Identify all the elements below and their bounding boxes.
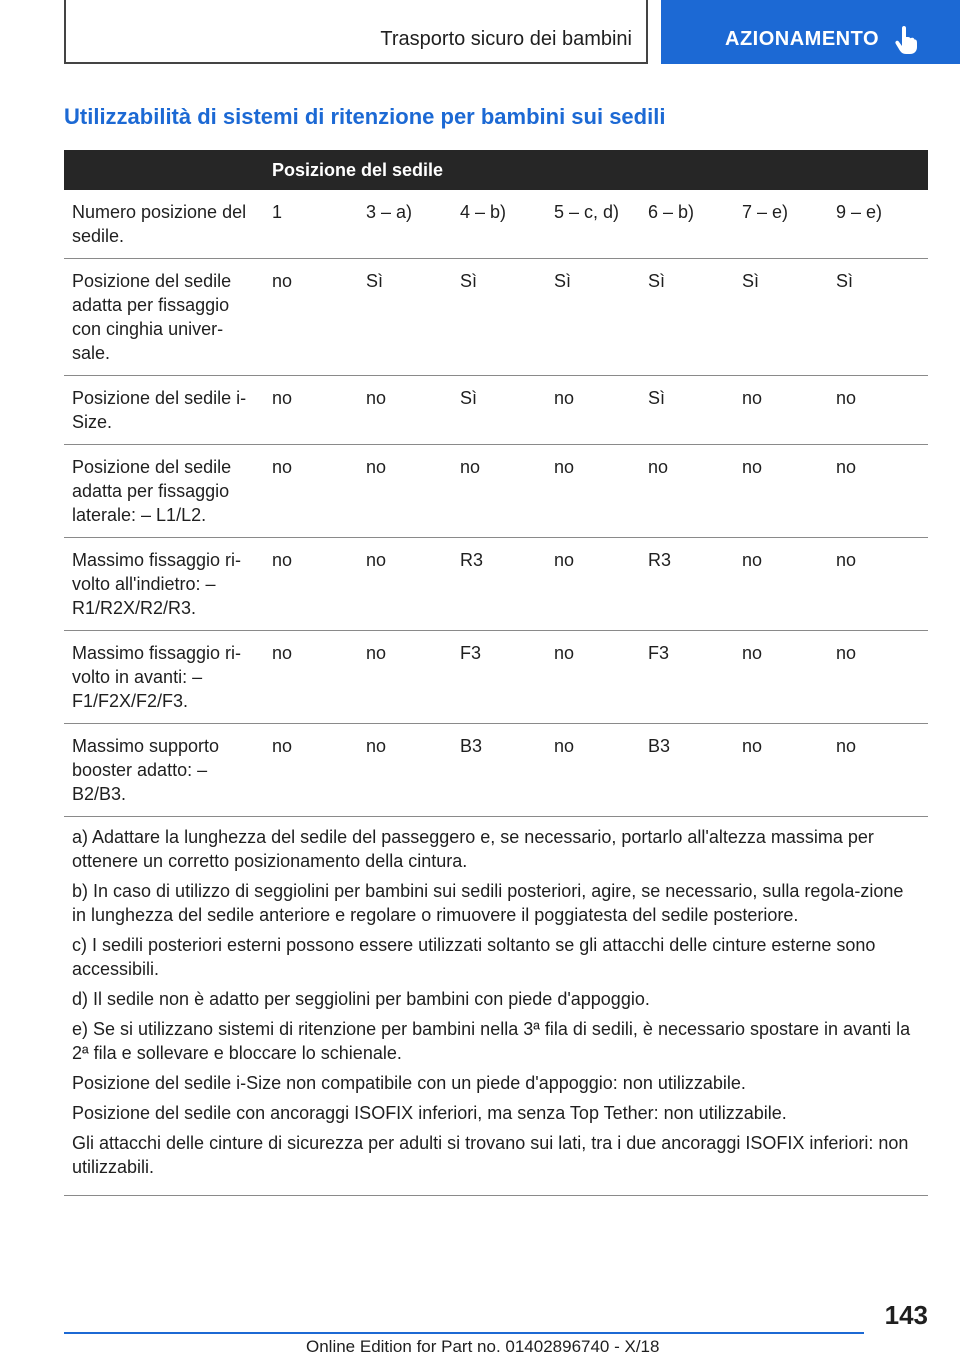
table-cell: Sì <box>640 259 734 376</box>
table-cell: no <box>264 376 358 445</box>
table-cell: no <box>546 445 640 538</box>
child-seat-table <box>64 150 928 1196</box>
hand-pointer-icon <box>895 26 917 54</box>
note-c: c) I sedili posteriori esterni possono essere utilizzati soltanto se gli attacchi delle cinture esterne sono accessibili. <box>72 935 876 979</box>
table-cell: F3 <box>640 631 734 724</box>
row-label: Posizione del sedile i-Size. <box>64 376 264 445</box>
table-cell: 5 – c, d) <box>546 190 640 259</box>
table-cell: no <box>358 631 452 724</box>
table-cell: 9 – e) <box>828 190 928 259</box>
table-cell: B3 <box>452 724 546 817</box>
table-cell: no <box>546 631 640 724</box>
table-cell: 7 – e) <box>734 190 828 259</box>
table-cell: 1 <box>264 190 358 259</box>
table-cell: no <box>358 724 452 817</box>
table-row <box>64 445 928 538</box>
table-cell: Sì <box>640 376 734 445</box>
table-row <box>64 259 928 376</box>
chapter-tab-label: AZIONAMENTO <box>725 28 880 50</box>
page-title: Utilizzabilità di sistemi di ritenzione per bambini sui sedili <box>64 104 666 129</box>
table-row <box>64 538 928 631</box>
table-cell: no <box>734 538 828 631</box>
table-cell: no <box>264 631 358 724</box>
row-label: Massimo fissaggio ri-volto in avanti: – F1/F2X/F2/F3. <box>64 631 264 724</box>
row-label: Numero posizione del sedile. <box>64 190 264 259</box>
table-cell: no <box>734 376 828 445</box>
table-cell: no <box>358 538 452 631</box>
page-number: 143 <box>884 1300 928 1330</box>
note-b: b) In caso di utilizzo di seggiolini per bambini sui sedili posteriori, agire, se necessario, sulla regola-zione in lunghezza del sedile anteriore e regolare o rimuovere il poggiatesta del sedile posteriore. <box>72 881 904 925</box>
table-header-row <box>64 150 928 190</box>
row-label: Posizione del sedile adatta per fissaggio con cinghia univer-sale. <box>64 259 264 376</box>
table-cell: Sì <box>828 259 928 376</box>
table-cell: no <box>640 445 734 538</box>
table-cell: Sì <box>452 259 546 376</box>
table-cell: F3 <box>452 631 546 724</box>
table-header-seat-position: Posizione del sedile <box>264 150 928 190</box>
note-belts: Gli attacchi delle cinture di sicurezza per adulti si trovano sui lati, tra i due ancoraggi ISOFIX inferiori: non utilizzabili. <box>72 1133 909 1177</box>
table-cell: no <box>734 445 828 538</box>
table-cell: R3 <box>640 538 734 631</box>
table-row <box>64 724 928 817</box>
table-cell: no <box>546 724 640 817</box>
table-cell: no <box>828 724 928 817</box>
table-cell: 6 – b) <box>640 190 734 259</box>
note-e: e) Se si utilizzano sistemi di ritenzione per bambini nella 3ª fila di sedili, è necessario spostare in avanti la 2ª fila e sollevare e bloccare lo schienale. <box>72 1019 911 1063</box>
table-cell: no <box>734 631 828 724</box>
table-cell: no <box>828 631 928 724</box>
table-cell: 4 – b) <box>452 190 546 259</box>
header-section-box <box>64 0 648 64</box>
table-cell: Sì <box>358 259 452 376</box>
note-isofix: Posizione del sedile con ancoraggi ISOFIX inferiori, ma senza Top Tether: non utilizzabile. <box>72 1103 787 1123</box>
table-cell: no <box>264 445 358 538</box>
table-cell: no <box>828 445 928 538</box>
table-cell: Sì <box>452 376 546 445</box>
table-cell: no <box>734 724 828 817</box>
table-notes <box>64 817 928 1196</box>
table-cell: no <box>264 724 358 817</box>
table-cell: Sì <box>734 259 828 376</box>
row-label: Massimo supporto booster adatto: – B2/B3. <box>64 724 264 817</box>
table-cell: no <box>546 376 640 445</box>
row-label: Massimo fissaggio ri-volto all'indietro: – R1/R2X/R2/R3. <box>64 538 264 631</box>
chapter-tab[interactable] <box>661 0 960 64</box>
note-d: d) Il sedile non è adatto per seggiolini per bambini con piede d'appoggio. <box>72 989 650 1009</box>
row-label: Posizione del sedile adatta per fissaggio laterale: – L1/L2. <box>64 445 264 538</box>
table-cell: no <box>264 538 358 631</box>
table-cell: no <box>828 538 928 631</box>
section-title-header: Trasporto sicuro dei bambini <box>380 28 632 50</box>
table-cell: B3 <box>640 724 734 817</box>
note-isize: Posizione del sedile i-Size non compatibile con un piede d'appoggio: non utilizzabile. <box>72 1073 746 1093</box>
table-cell: no <box>358 445 452 538</box>
table-cell: Sì <box>546 259 640 376</box>
table-cell: 3 – a) <box>358 190 452 259</box>
table-cell: no <box>264 259 358 376</box>
table-cell: no <box>546 538 640 631</box>
table-cell: no <box>358 376 452 445</box>
table-row <box>64 631 928 724</box>
table-row <box>64 190 928 259</box>
table-cell: no <box>452 445 546 538</box>
table-header-blank <box>64 150 264 190</box>
footer-divider <box>64 1332 864 1334</box>
table-row <box>64 376 928 445</box>
note-a: a) Adattare la lunghezza del sedile del passeggero e, se necessario, portarlo all'altezza massima per ottenere un corretto posizionamento della cintura. <box>72 827 874 871</box>
table-cell: R3 <box>452 538 546 631</box>
footer-edition-text: Online Edition for Part no. 01402896740 - X/18 <box>306 1337 660 1356</box>
table-cell: no <box>828 376 928 445</box>
table-notes-row <box>64 817 928 1196</box>
